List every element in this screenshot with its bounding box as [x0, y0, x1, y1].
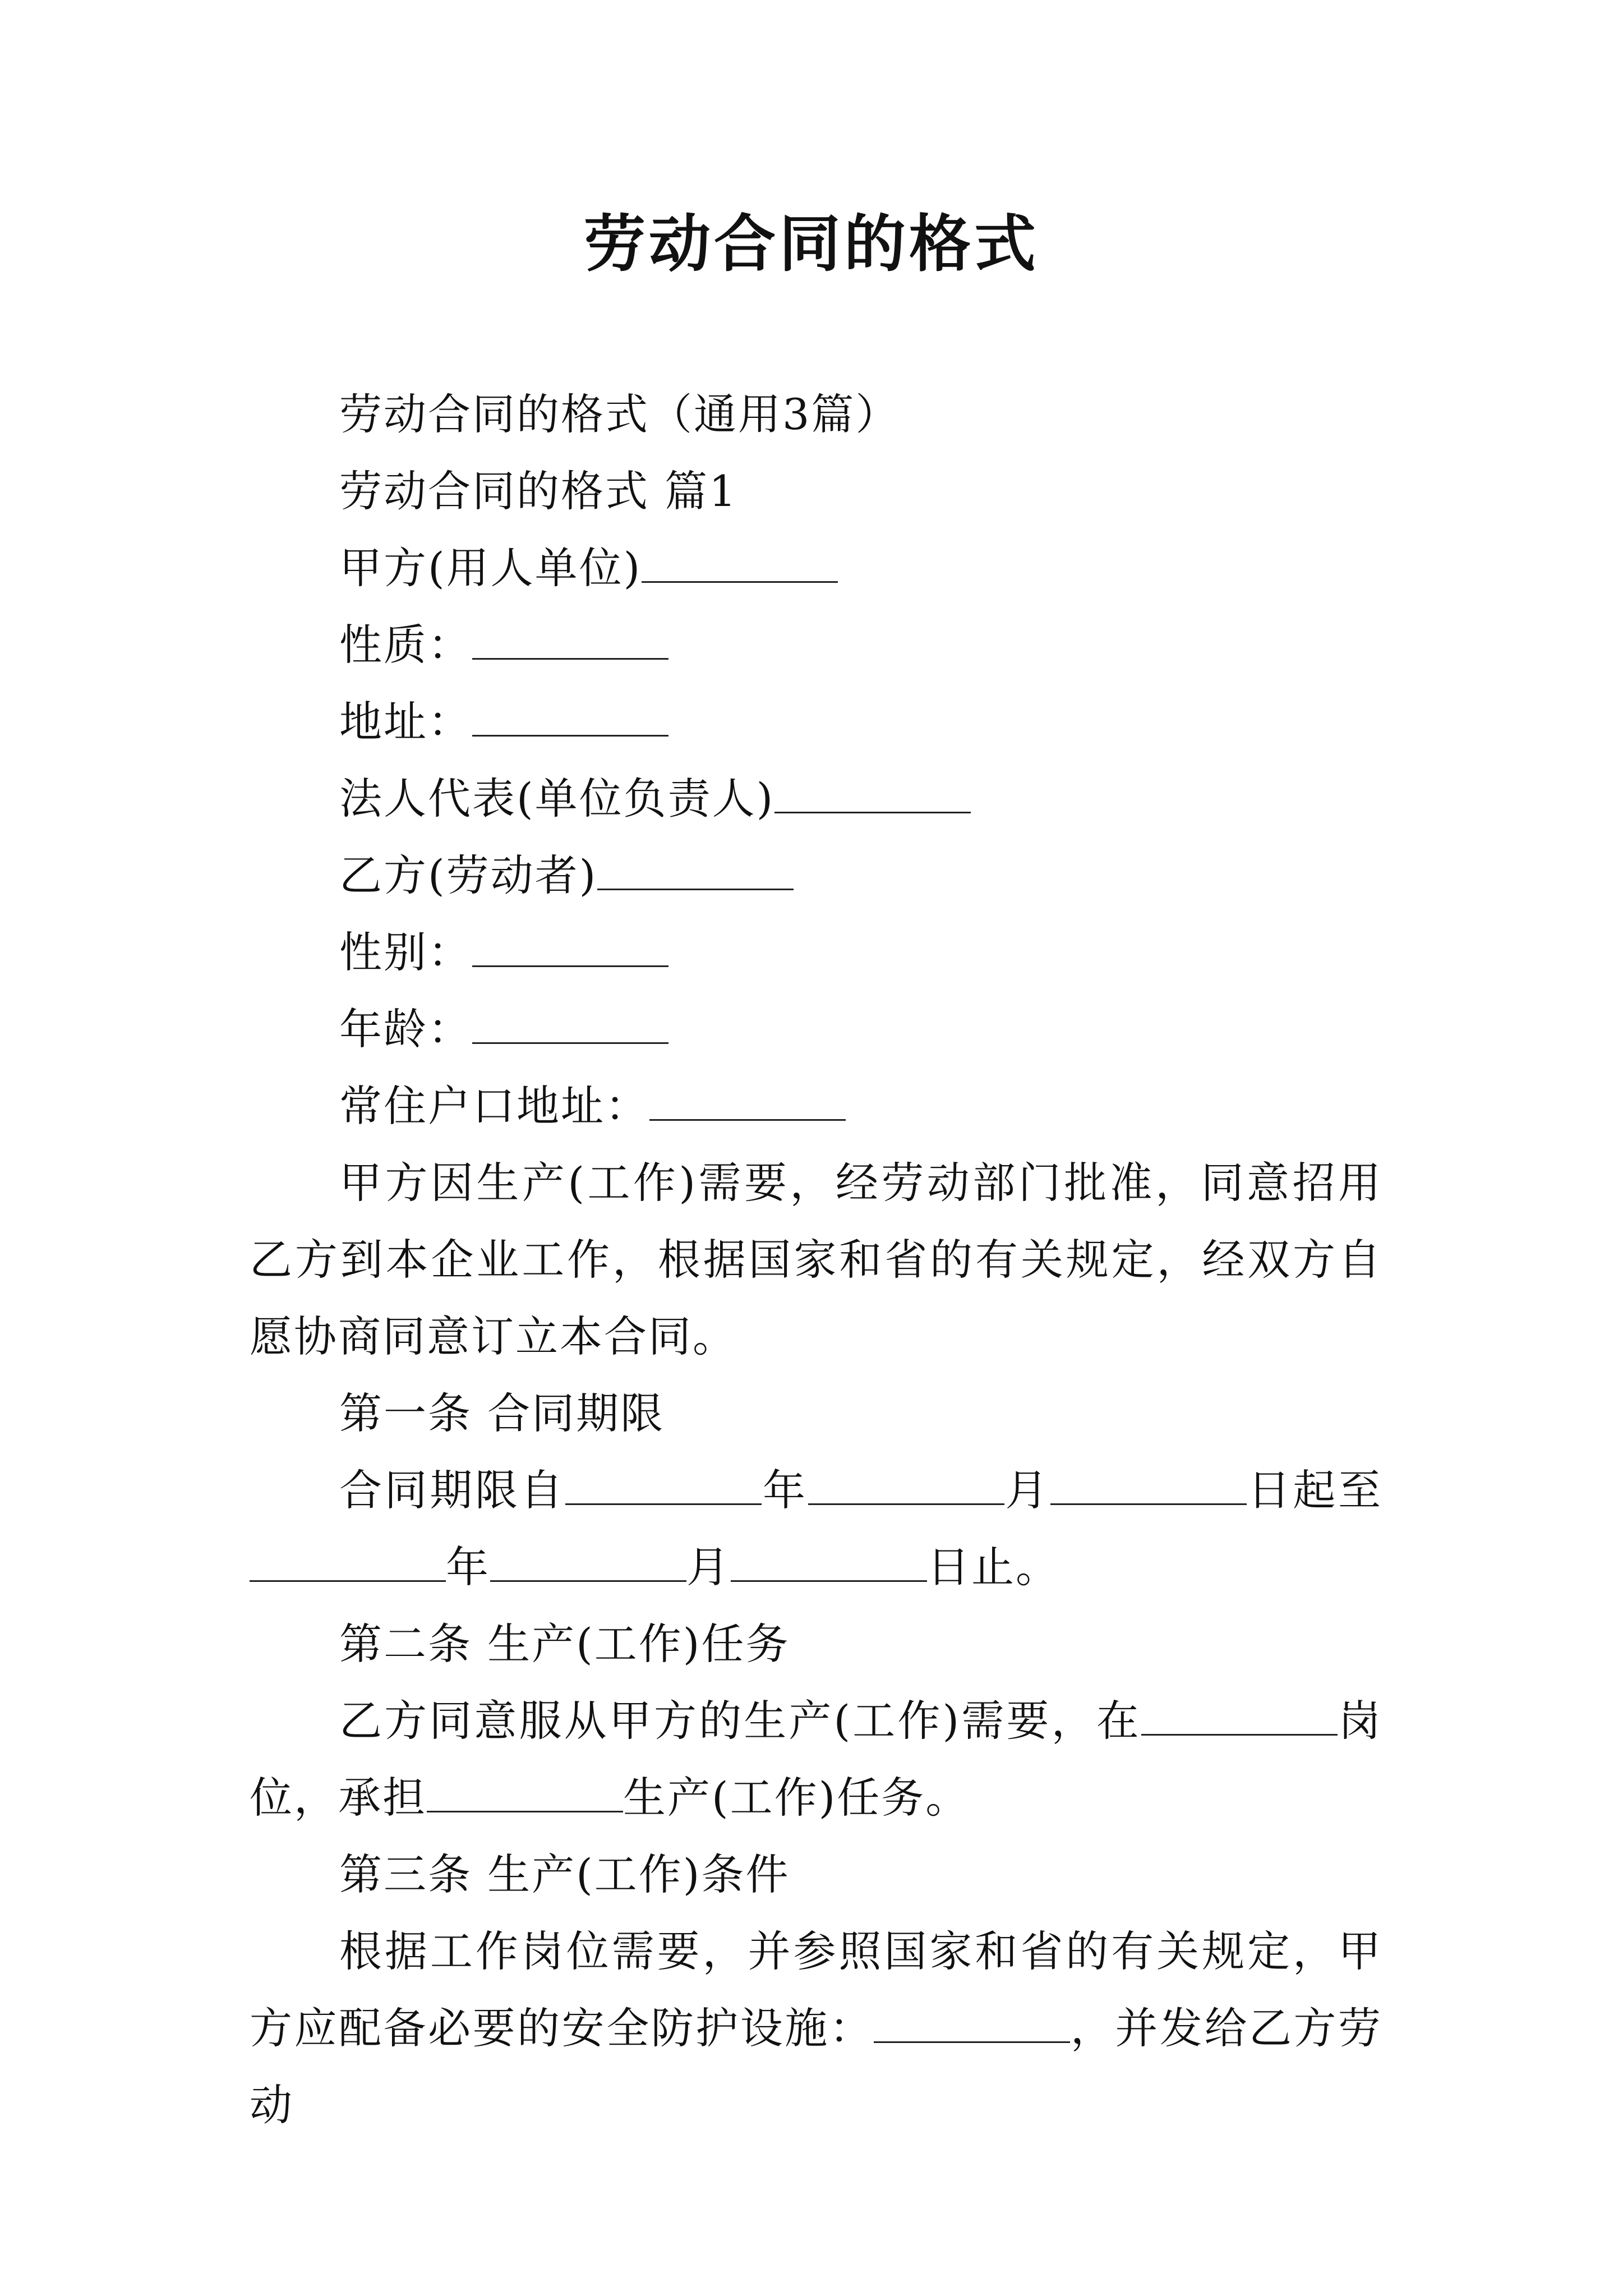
end-day-blank — [731, 1547, 927, 1582]
start-year-blank — [565, 1470, 762, 1505]
age-line — [250, 991, 1382, 1068]
year-label-1: 年 — [762, 1465, 808, 1515]
article1-text-a: 合同期限自 — [339, 1465, 566, 1515]
subtitle-text: 劳动合同的格式（通用3篇） — [339, 389, 900, 439]
residence-line — [250, 1068, 1382, 1144]
document-title: 劳动合同的格式 — [584, 208, 1039, 280]
party-a-blank — [642, 547, 838, 583]
gender-line — [250, 914, 1382, 991]
nature-line — [250, 606, 1382, 683]
article2-heading-text: 第二条 生产(工作)任务 — [339, 1619, 790, 1669]
nature-label: 性质： — [339, 620, 472, 670]
party-b-blank — [597, 855, 794, 890]
article3-heading — [250, 1836, 1382, 1913]
article1-heading-text: 第一条 合同期限 — [339, 1388, 665, 1438]
year-label-2: 年 — [446, 1542, 490, 1592]
end-month-blank — [490, 1547, 686, 1582]
article2-heading — [250, 1605, 1382, 1682]
article3-text-b: ，并发给乙方劳动 — [250, 2003, 1383, 2130]
nature-blank — [472, 624, 668, 660]
article2-paragraph — [250, 1682, 1382, 1836]
legal-rep-label: 法人代表(单位负责人) — [339, 774, 775, 823]
article1-paragraph — [250, 1452, 1382, 1605]
task-blank — [427, 1777, 623, 1812]
article2-text-c: 生产(工作)任务。 — [623, 1773, 970, 1823]
intro-paragraph — [250, 1144, 1382, 1375]
residence-blank — [649, 1085, 846, 1121]
party-a-line — [250, 530, 1382, 606]
gender-blank — [472, 932, 668, 967]
article2-text-a: 乙方同意服从甲方的生产(工作)需要，在 — [339, 1696, 1141, 1746]
article2-text-b: 岗位，承担 — [250, 1696, 1382, 1823]
article3-text-a: 根据工作岗位需要，并参照国家和省的有关规定，甲方应配备必要的安全防护设施： — [250, 1926, 1382, 2053]
month-label-1: 月 — [1004, 1465, 1051, 1515]
party-b-line — [250, 837, 1382, 914]
end-year-blank — [250, 1547, 446, 1582]
safety-facility-blank — [874, 2008, 1070, 2043]
subtitle-line — [250, 376, 1382, 453]
month-label-2: 月 — [686, 1542, 731, 1592]
legal-rep-blank — [774, 778, 971, 813]
address-blank — [472, 701, 668, 737]
residence-label: 常住户口地址： — [339, 1081, 649, 1131]
part-heading-text: 劳动合同的格式 篇1 — [339, 466, 738, 516]
party-b-label: 乙方(劳动者) — [339, 850, 598, 900]
day-from-label: 日起至 — [1247, 1465, 1383, 1515]
start-day-blank — [1050, 1470, 1247, 1505]
address-line — [250, 683, 1382, 760]
party-a-label: 甲方(用人单位) — [339, 543, 642, 593]
article3-heading-text: 第三条 生产(工作)条件 — [339, 1849, 790, 1899]
article3-paragraph — [250, 1913, 1382, 2143]
start-month-blank — [808, 1470, 1004, 1505]
document-body — [250, 376, 1382, 2143]
legal-rep-line — [250, 760, 1382, 837]
address-label: 地址： — [339, 697, 472, 747]
age-label: 年龄： — [339, 1004, 472, 1054]
post-blank — [1141, 1700, 1338, 1736]
age-blank — [472, 1009, 668, 1044]
article1-heading — [250, 1375, 1382, 1452]
day-to-label: 日止。 — [927, 1542, 1060, 1592]
gender-label: 性别： — [339, 927, 472, 977]
part-heading-line — [250, 453, 1382, 530]
intro-text: 甲方因生产(工作)需要，经劳动部门批准，同意招用乙方到本企业工作，根据国家和省的有关规定，经双方自愿协商同意订立本合同。 — [250, 1158, 1382, 1361]
